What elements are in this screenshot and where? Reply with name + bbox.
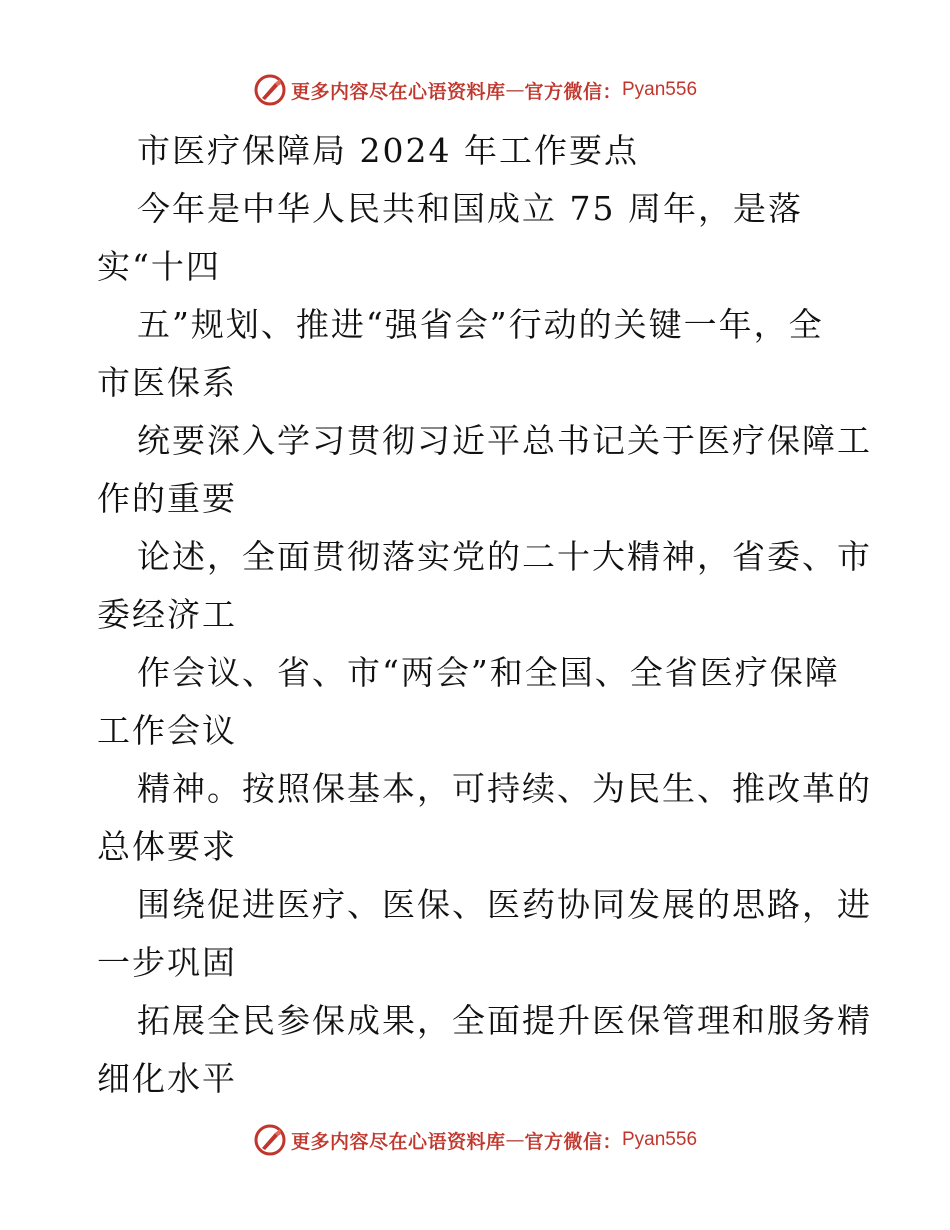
quill-logo-icon — [253, 1123, 287, 1157]
watermark-handle: Pyan556 — [622, 1129, 698, 1150]
paragraph-line: 委经济工 — [97, 595, 237, 634]
paragraph-line: 论述，全面贯彻落实党的二十大精神，省委、市 — [137, 537, 872, 576]
paragraph-line: 作的重要 — [97, 479, 237, 518]
paragraph-line: 统要深入学习贯彻习近平总书记关于医疗保障工 — [137, 421, 872, 460]
paragraph-line: 市医保系 — [97, 363, 237, 402]
paragraph-line: 总体要求 — [97, 827, 237, 866]
watermark-handle: Pyan556 — [622, 79, 698, 100]
document-title: 市医疗保障局 2024 年工作要点 — [137, 131, 639, 170]
paragraph-line: 精神。按照保基本，可持续、为民生、推改革的 — [137, 769, 872, 808]
watermark-main-text: 更多内容尽在心语资料库 — [290, 1130, 506, 1153]
watermark-separator: — — [505, 1129, 525, 1151]
paragraph-line: 作会议、省、市“两会”和全国、全省医疗保障 — [137, 653, 840, 692]
header-watermark — [0, 70, 950, 110]
watermark-main-text: 更多内容尽在心语资料库 — [290, 80, 506, 103]
paragraph-line: 实“十四 — [97, 247, 221, 286]
document-body — [97, 122, 872, 1108]
watermark-separator: — — [505, 79, 525, 101]
paragraph-line: 一步巩固 — [97, 943, 237, 982]
watermark-wechat-label: 官方微信： — [524, 1130, 622, 1153]
paragraph-line: 细化水平 — [97, 1059, 237, 1098]
paragraph-line: 拓展全民参保成果，全面提升医保管理和服务精 — [137, 1001, 872, 1040]
quill-logo-icon — [253, 73, 287, 107]
paragraph-line: 五”规划、推进“强省会”行动的关键一年，全 — [137, 305, 824, 344]
paragraph-line: 围绕促进医疗、医保、医药协同发展的思路，进 — [137, 885, 872, 924]
paragraph-line: 工作会议 — [97, 711, 237, 750]
paragraph-line: 今年是中华人民共和国成立 75 周年，是落 — [137, 189, 803, 228]
watermark-wechat-label: 官方微信： — [524, 80, 622, 103]
footer-watermark — [0, 1120, 950, 1160]
